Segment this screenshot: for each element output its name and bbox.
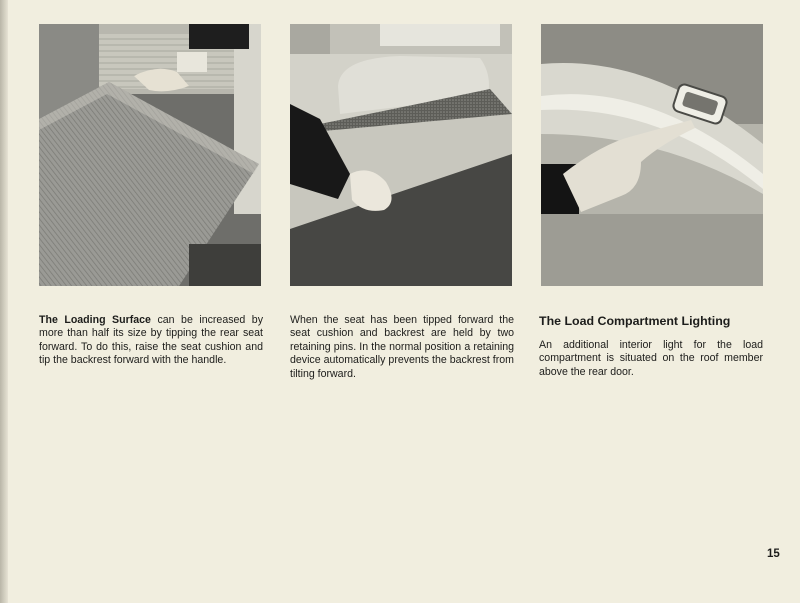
page-number: 15 <box>767 548 780 560</box>
photo-loading-surface <box>39 24 261 286</box>
section-heading-lighting: The Load Compartment Lighting <box>539 314 731 328</box>
lead-term-loading-surface: The Loading Surface <box>39 314 151 326</box>
text-column-lighting <box>539 314 763 379</box>
text-column-loading-surface <box>39 314 263 368</box>
page-binding-edge <box>0 0 8 603</box>
paragraph-retaining-pins: When the seat has been tipped forward the seat cushion and backrest are held by two retaining pins. In the normal position a retaining device automatically prevents the backrest from tilting forward. <box>290 314 514 380</box>
paragraph-loading-surface <box>39 314 263 368</box>
paragraph-lighting: An additional interior light for the load compartment is situated on the roof member above the rear door. <box>539 339 763 378</box>
text-column-retaining-pins <box>290 314 514 381</box>
photo-load-compartment-light <box>541 24 763 286</box>
body-text: can be increased by more than half its size by tipping the rear seat forward. To do this, raise the seat cushion and tip the backrest forward with the handle. <box>39 314 263 367</box>
photo-seat-tipped-forward <box>290 24 512 286</box>
